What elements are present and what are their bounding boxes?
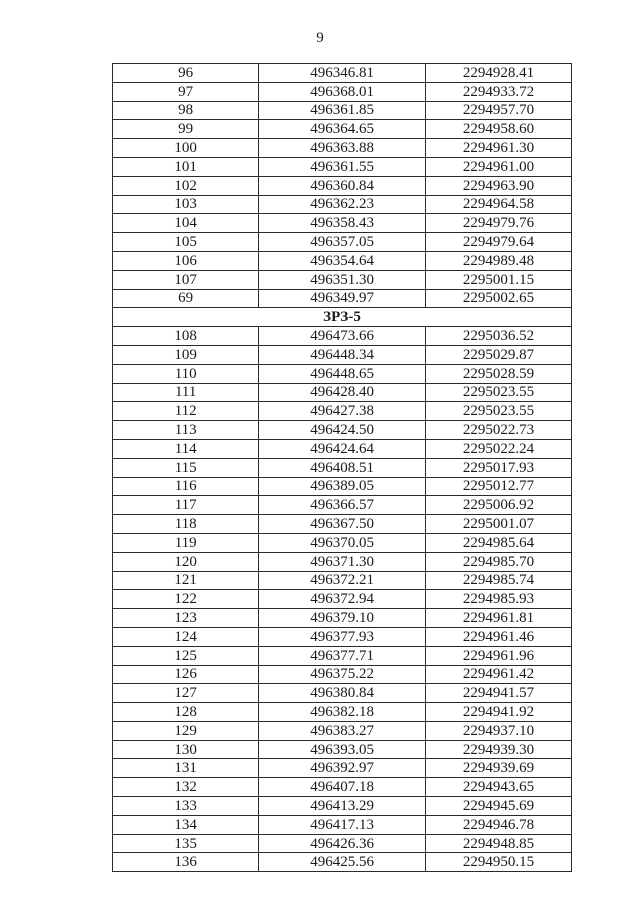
table-row — [113, 327, 572, 346]
point-number-cell: 129 — [113, 721, 259, 740]
x-coordinate-cell: 496367.50 — [259, 515, 426, 534]
point-number-cell: 69 — [113, 289, 259, 308]
point-number-cell: 114 — [113, 439, 259, 458]
y-coordinate-cell: 2294943.65 — [425, 778, 571, 797]
y-coordinate-cell: 2295012.77 — [425, 477, 571, 496]
y-coordinate-cell: 2295023.55 — [425, 402, 571, 421]
x-coordinate-cell: 496370.05 — [259, 533, 426, 552]
point-number-cell: 109 — [113, 345, 259, 364]
y-coordinate-cell: 2295029.87 — [425, 345, 571, 364]
point-number-cell: 97 — [113, 82, 259, 101]
point-number-cell: 123 — [113, 609, 259, 628]
y-coordinate-cell: 2294928.41 — [425, 64, 571, 83]
x-coordinate-cell: 496428.40 — [259, 383, 426, 402]
y-coordinate-cell: 2294961.42 — [425, 665, 571, 684]
y-coordinate-cell: 2295023.55 — [425, 383, 571, 402]
y-coordinate-cell: 2294964.58 — [425, 195, 571, 214]
point-number-cell: 130 — [113, 740, 259, 759]
point-number-cell: 115 — [113, 458, 259, 477]
table-row — [113, 270, 572, 289]
y-coordinate-cell: 2294933.72 — [425, 82, 571, 101]
y-coordinate-cell: 2294985.74 — [425, 571, 571, 590]
point-number-cell: 122 — [113, 590, 259, 609]
y-coordinate-cell: 2294979.64 — [425, 233, 571, 252]
table-row — [113, 778, 572, 797]
x-coordinate-cell: 496382.18 — [259, 703, 426, 722]
table-row — [113, 383, 572, 402]
point-number-cell: 102 — [113, 176, 259, 195]
x-coordinate-cell: 496358.43 — [259, 214, 426, 233]
y-coordinate-cell: 2294985.64 — [425, 533, 571, 552]
y-coordinate-cell: 2295036.52 — [425, 327, 571, 346]
y-coordinate-cell: 2294985.93 — [425, 590, 571, 609]
table-row — [113, 797, 572, 816]
y-coordinate-cell: 2295001.15 — [425, 270, 571, 289]
x-coordinate-cell: 496357.05 — [259, 233, 426, 252]
y-coordinate-cell: 2294941.57 — [425, 684, 571, 703]
x-coordinate-cell: 496424.50 — [259, 421, 426, 440]
x-coordinate-cell: 496448.34 — [259, 345, 426, 364]
x-coordinate-cell: 496354.64 — [259, 251, 426, 270]
point-number-cell: 136 — [113, 853, 259, 872]
x-coordinate-cell: 496377.93 — [259, 627, 426, 646]
table-row — [113, 721, 572, 740]
y-coordinate-cell: 2294961.81 — [425, 609, 571, 628]
point-number-cell: 101 — [113, 157, 259, 176]
table-row — [113, 571, 572, 590]
x-coordinate-cell: 496372.21 — [259, 571, 426, 590]
table-row — [113, 609, 572, 628]
x-coordinate-cell: 496346.81 — [259, 64, 426, 83]
point-number-cell: 113 — [113, 421, 259, 440]
table-row — [113, 515, 572, 534]
table-row — [113, 251, 572, 270]
point-number-cell: 125 — [113, 646, 259, 665]
y-coordinate-cell: 2294961.96 — [425, 646, 571, 665]
x-coordinate-cell: 496380.84 — [259, 684, 426, 703]
table-row — [113, 458, 572, 477]
x-coordinate-cell: 496425.56 — [259, 853, 426, 872]
y-coordinate-cell: 2295028.59 — [425, 364, 571, 383]
x-coordinate-cell: 496364.65 — [259, 120, 426, 139]
x-coordinate-cell: 496379.10 — [259, 609, 426, 628]
point-number-cell: 103 — [113, 195, 259, 214]
x-coordinate-cell: 496361.85 — [259, 101, 426, 120]
table-row — [113, 684, 572, 703]
table-row — [113, 627, 572, 646]
y-coordinate-cell: 2294939.30 — [425, 740, 571, 759]
section-header-row — [113, 308, 572, 327]
point-number-cell: 117 — [113, 496, 259, 515]
table-row — [113, 157, 572, 176]
x-coordinate-cell: 496371.30 — [259, 552, 426, 571]
y-coordinate-cell: 2294945.69 — [425, 797, 571, 816]
section-label: ЗРЗ-5 — [113, 308, 572, 327]
x-coordinate-cell: 496368.01 — [259, 82, 426, 101]
x-coordinate-cell: 496393.05 — [259, 740, 426, 759]
y-coordinate-cell: 2295017.93 — [425, 458, 571, 477]
point-number-cell: 119 — [113, 533, 259, 552]
point-number-cell: 124 — [113, 627, 259, 646]
page-number: 9 — [316, 30, 324, 46]
point-number-cell: 99 — [113, 120, 259, 139]
table-row — [113, 101, 572, 120]
point-number-cell: 120 — [113, 552, 259, 571]
y-coordinate-cell: 2294958.60 — [425, 120, 571, 139]
table-row — [113, 740, 572, 759]
y-coordinate-cell: 2295001.07 — [425, 515, 571, 534]
table-row — [113, 195, 572, 214]
point-number-cell: 127 — [113, 684, 259, 703]
table-row — [113, 759, 572, 778]
y-coordinate-cell: 2294957.70 — [425, 101, 571, 120]
y-coordinate-cell: 2295002.65 — [425, 289, 571, 308]
table-row — [113, 533, 572, 552]
point-number-cell: 104 — [113, 214, 259, 233]
table-row — [113, 120, 572, 139]
x-coordinate-cell: 496377.71 — [259, 646, 426, 665]
point-number-cell: 135 — [113, 834, 259, 853]
x-coordinate-cell: 496372.94 — [259, 590, 426, 609]
table-row — [113, 665, 572, 684]
point-number-cell: 111 — [113, 383, 259, 402]
point-number-cell: 108 — [113, 327, 259, 346]
x-coordinate-cell: 496363.88 — [259, 139, 426, 158]
table-row — [113, 496, 572, 515]
x-coordinate-cell: 496473.66 — [259, 327, 426, 346]
table-row — [113, 364, 572, 383]
y-coordinate-cell: 2294939.69 — [425, 759, 571, 778]
coordinates-table-body — [113, 64, 572, 872]
y-coordinate-cell: 2294941.92 — [425, 703, 571, 722]
y-coordinate-cell: 2294948.85 — [425, 834, 571, 853]
y-coordinate-cell: 2294961.00 — [425, 157, 571, 176]
table-row — [113, 552, 572, 571]
x-coordinate-cell: 496417.13 — [259, 815, 426, 834]
table-row — [113, 214, 572, 233]
table-row — [113, 815, 572, 834]
y-coordinate-cell: 2294961.30 — [425, 139, 571, 158]
x-coordinate-cell: 496408.51 — [259, 458, 426, 477]
table-row — [113, 82, 572, 101]
table-row — [113, 703, 572, 722]
table-row — [113, 477, 572, 496]
y-coordinate-cell: 2294979.76 — [425, 214, 571, 233]
point-number-cell: 131 — [113, 759, 259, 778]
table-row — [113, 590, 572, 609]
x-coordinate-cell: 496392.97 — [259, 759, 426, 778]
point-number-cell: 106 — [113, 251, 259, 270]
point-number-cell: 110 — [113, 364, 259, 383]
point-number-cell: 126 — [113, 665, 259, 684]
y-coordinate-cell: 2294961.46 — [425, 627, 571, 646]
x-coordinate-cell: 496362.23 — [259, 195, 426, 214]
x-coordinate-cell: 496407.18 — [259, 778, 426, 797]
table-row — [113, 853, 572, 872]
x-coordinate-cell: 496375.22 — [259, 665, 426, 684]
y-coordinate-cell: 2294985.70 — [425, 552, 571, 571]
x-coordinate-cell: 496427.38 — [259, 402, 426, 421]
point-number-cell: 121 — [113, 571, 259, 590]
point-number-cell: 134 — [113, 815, 259, 834]
table-row — [113, 289, 572, 308]
y-coordinate-cell: 2294946.78 — [425, 815, 571, 834]
table-row — [113, 345, 572, 364]
x-coordinate-cell: 496360.84 — [259, 176, 426, 195]
y-coordinate-cell: 2295006.92 — [425, 496, 571, 515]
x-coordinate-cell: 496426.36 — [259, 834, 426, 853]
table-row — [113, 64, 572, 83]
y-coordinate-cell: 2294963.90 — [425, 176, 571, 195]
point-number-cell: 98 — [113, 101, 259, 120]
table-row — [113, 233, 572, 252]
table-row — [113, 402, 572, 421]
table-row — [113, 834, 572, 853]
x-coordinate-cell: 496424.64 — [259, 439, 426, 458]
x-coordinate-cell: 496349.97 — [259, 289, 426, 308]
point-number-cell: 132 — [113, 778, 259, 797]
table-row — [113, 176, 572, 195]
point-number-cell: 133 — [113, 797, 259, 816]
point-number-cell: 107 — [113, 270, 259, 289]
table-row — [113, 646, 572, 665]
point-number-cell: 100 — [113, 139, 259, 158]
table-row — [113, 421, 572, 440]
x-coordinate-cell: 496366.57 — [259, 496, 426, 515]
y-coordinate-cell: 2295022.24 — [425, 439, 571, 458]
point-number-cell: 116 — [113, 477, 259, 496]
x-coordinate-cell: 496351.30 — [259, 270, 426, 289]
coordinates-table — [112, 63, 572, 872]
point-number-cell: 96 — [113, 64, 259, 83]
y-coordinate-cell: 2294950.15 — [425, 853, 571, 872]
point-number-cell: 118 — [113, 515, 259, 534]
point-number-cell: 112 — [113, 402, 259, 421]
x-coordinate-cell: 496413.29 — [259, 797, 426, 816]
y-coordinate-cell: 2294989.48 — [425, 251, 571, 270]
x-coordinate-cell: 496448.65 — [259, 364, 426, 383]
y-coordinate-cell: 2295022.73 — [425, 421, 571, 440]
table-row — [113, 439, 572, 458]
table-row — [113, 139, 572, 158]
x-coordinate-cell: 496389.05 — [259, 477, 426, 496]
point-number-cell: 105 — [113, 233, 259, 252]
x-coordinate-cell: 496361.55 — [259, 157, 426, 176]
point-number-cell: 128 — [113, 703, 259, 722]
y-coordinate-cell: 2294937.10 — [425, 721, 571, 740]
x-coordinate-cell: 496383.27 — [259, 721, 426, 740]
